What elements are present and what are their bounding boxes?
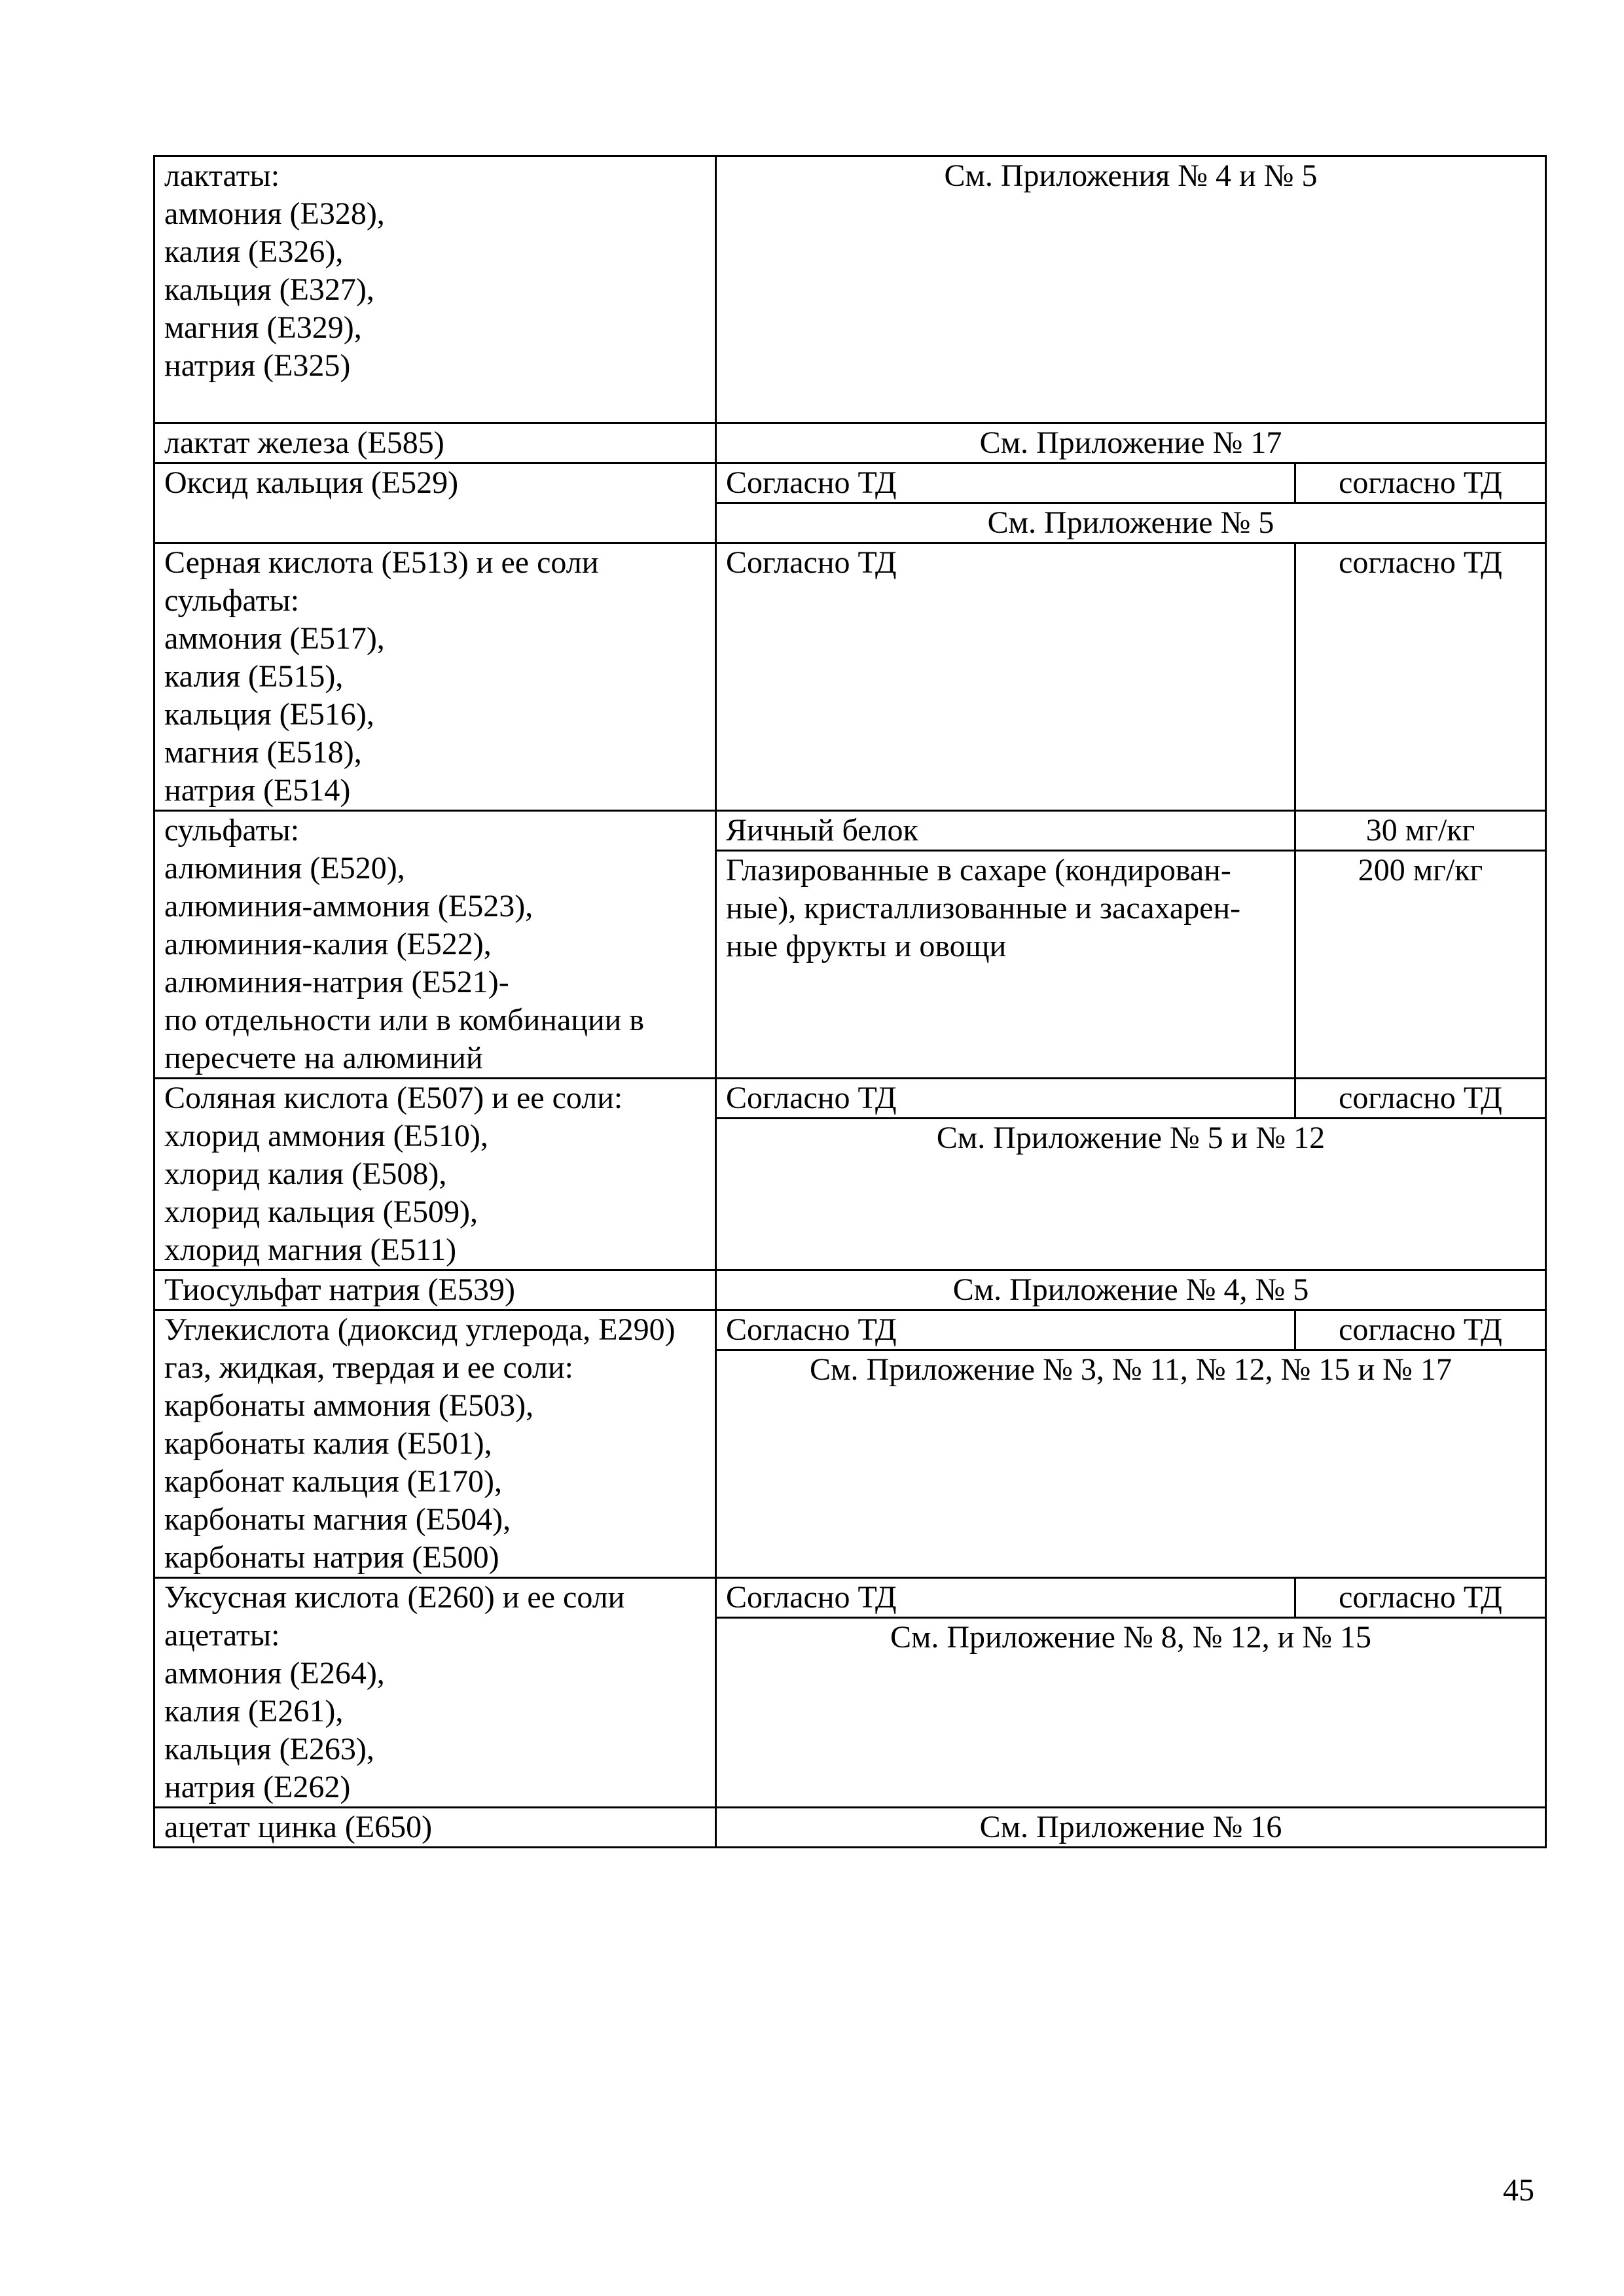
page-number: 45: [1503, 2173, 1534, 2208]
product-cell: Яичный белок: [716, 811, 1295, 851]
table-row: [154, 423, 1546, 463]
reference-cell: См. Приложение № 16: [716, 1808, 1546, 1848]
level-cell: согласно ТД: [1295, 1310, 1546, 1350]
level-cell: согласно ТД: [1295, 543, 1546, 811]
substance-cell: Соляная кислота (Е507) и ее соли: хлорид аммония (Е510), хлорид калия (Е508), хлорид кальция (Е509), хлорид магния (Е511): [154, 1079, 716, 1270]
reference-cell: См. Приложение № 17: [716, 423, 1546, 463]
reference-cell: См. Приложения № 4 и № 5: [716, 156, 1546, 423]
table-row: [154, 463, 1546, 503]
substance-cell: Серная кислота (Е513) и ее соли сульфаты: аммония (Е517), калия (Е515), кальция (Е516), магния (Е518), натрия (Е514): [154, 543, 716, 811]
substance-cell: Углекислота (диоксид углерода, Е290) газ, жидкая, твердая и ее соли: карбонаты аммония (Е503), карбонаты калия (Е501), карбонат кальция (Е170), карбонаты магния (Е504), карбонаты натрия (Е500): [154, 1310, 716, 1578]
product-cell: Согласно ТД: [716, 543, 1295, 811]
substance-cell: Тиосульфат натрия (Е539): [154, 1270, 716, 1310]
table-row: [154, 543, 1546, 811]
substance-cell: лактаты: аммония (Е328), калия (Е326), кальция (Е327), магния (Е329), натрия (Е325): [154, 156, 716, 423]
substance-cell: сульфаты: алюминия (Е520), алюминия-аммония (Е523), алюминия-калия (Е522), алюминия-натрия (Е521)- по отдельности или в комбинации в пересчете на алюминий: [154, 811, 716, 1079]
substance-cell: ацетат цинка (Е650): [154, 1808, 716, 1848]
product-cell: Согласно ТД: [716, 463, 1295, 503]
product-cell: Согласно ТД: [716, 1079, 1295, 1119]
table-row: [154, 1578, 1546, 1618]
substance-cell: Оксид кальция (Е529): [154, 463, 716, 543]
table-row: [154, 1270, 1546, 1310]
substance-cell: Уксусная кислота (Е260) и ее соли ацетаты: аммония (Е264), калия (Е261), кальция (Е263), натрия (Е262): [154, 1578, 716, 1808]
product-cell: Согласно ТД: [716, 1310, 1295, 1350]
reference-cell: См. Приложение № 5: [716, 503, 1546, 543]
reference-cell: См. Приложение № 5 и № 12: [716, 1119, 1546, 1270]
substance-cell: лактат железа (Е585): [154, 423, 716, 463]
level-cell: 200 мг/кг: [1295, 851, 1546, 1079]
table-row: [154, 811, 1546, 851]
reference-cell: См. Приложение № 8, № 12, и № 15: [716, 1618, 1546, 1808]
level-cell: согласно ТД: [1295, 1578, 1546, 1618]
product-cell: Глазированные в сахаре (кондирован- ные), кристаллизованные и засахарен- ные фрукты и овощи: [716, 851, 1295, 1079]
reference-cell: См. Приложение № 3, № 11, № 12, № 15 и № 17: [716, 1350, 1546, 1578]
table-row: [154, 156, 1546, 423]
level-cell: 30 мг/кг: [1295, 811, 1546, 851]
table-row: [154, 1310, 1546, 1350]
table-row: [154, 1079, 1546, 1119]
additives-table: [153, 155, 1547, 1848]
table-row: [154, 1808, 1546, 1848]
reference-cell: См. Приложение № 4, № 5: [716, 1270, 1546, 1310]
product-cell: Согласно ТД: [716, 1578, 1295, 1618]
level-cell: согласно ТД: [1295, 463, 1546, 503]
level-cell: согласно ТД: [1295, 1079, 1546, 1119]
